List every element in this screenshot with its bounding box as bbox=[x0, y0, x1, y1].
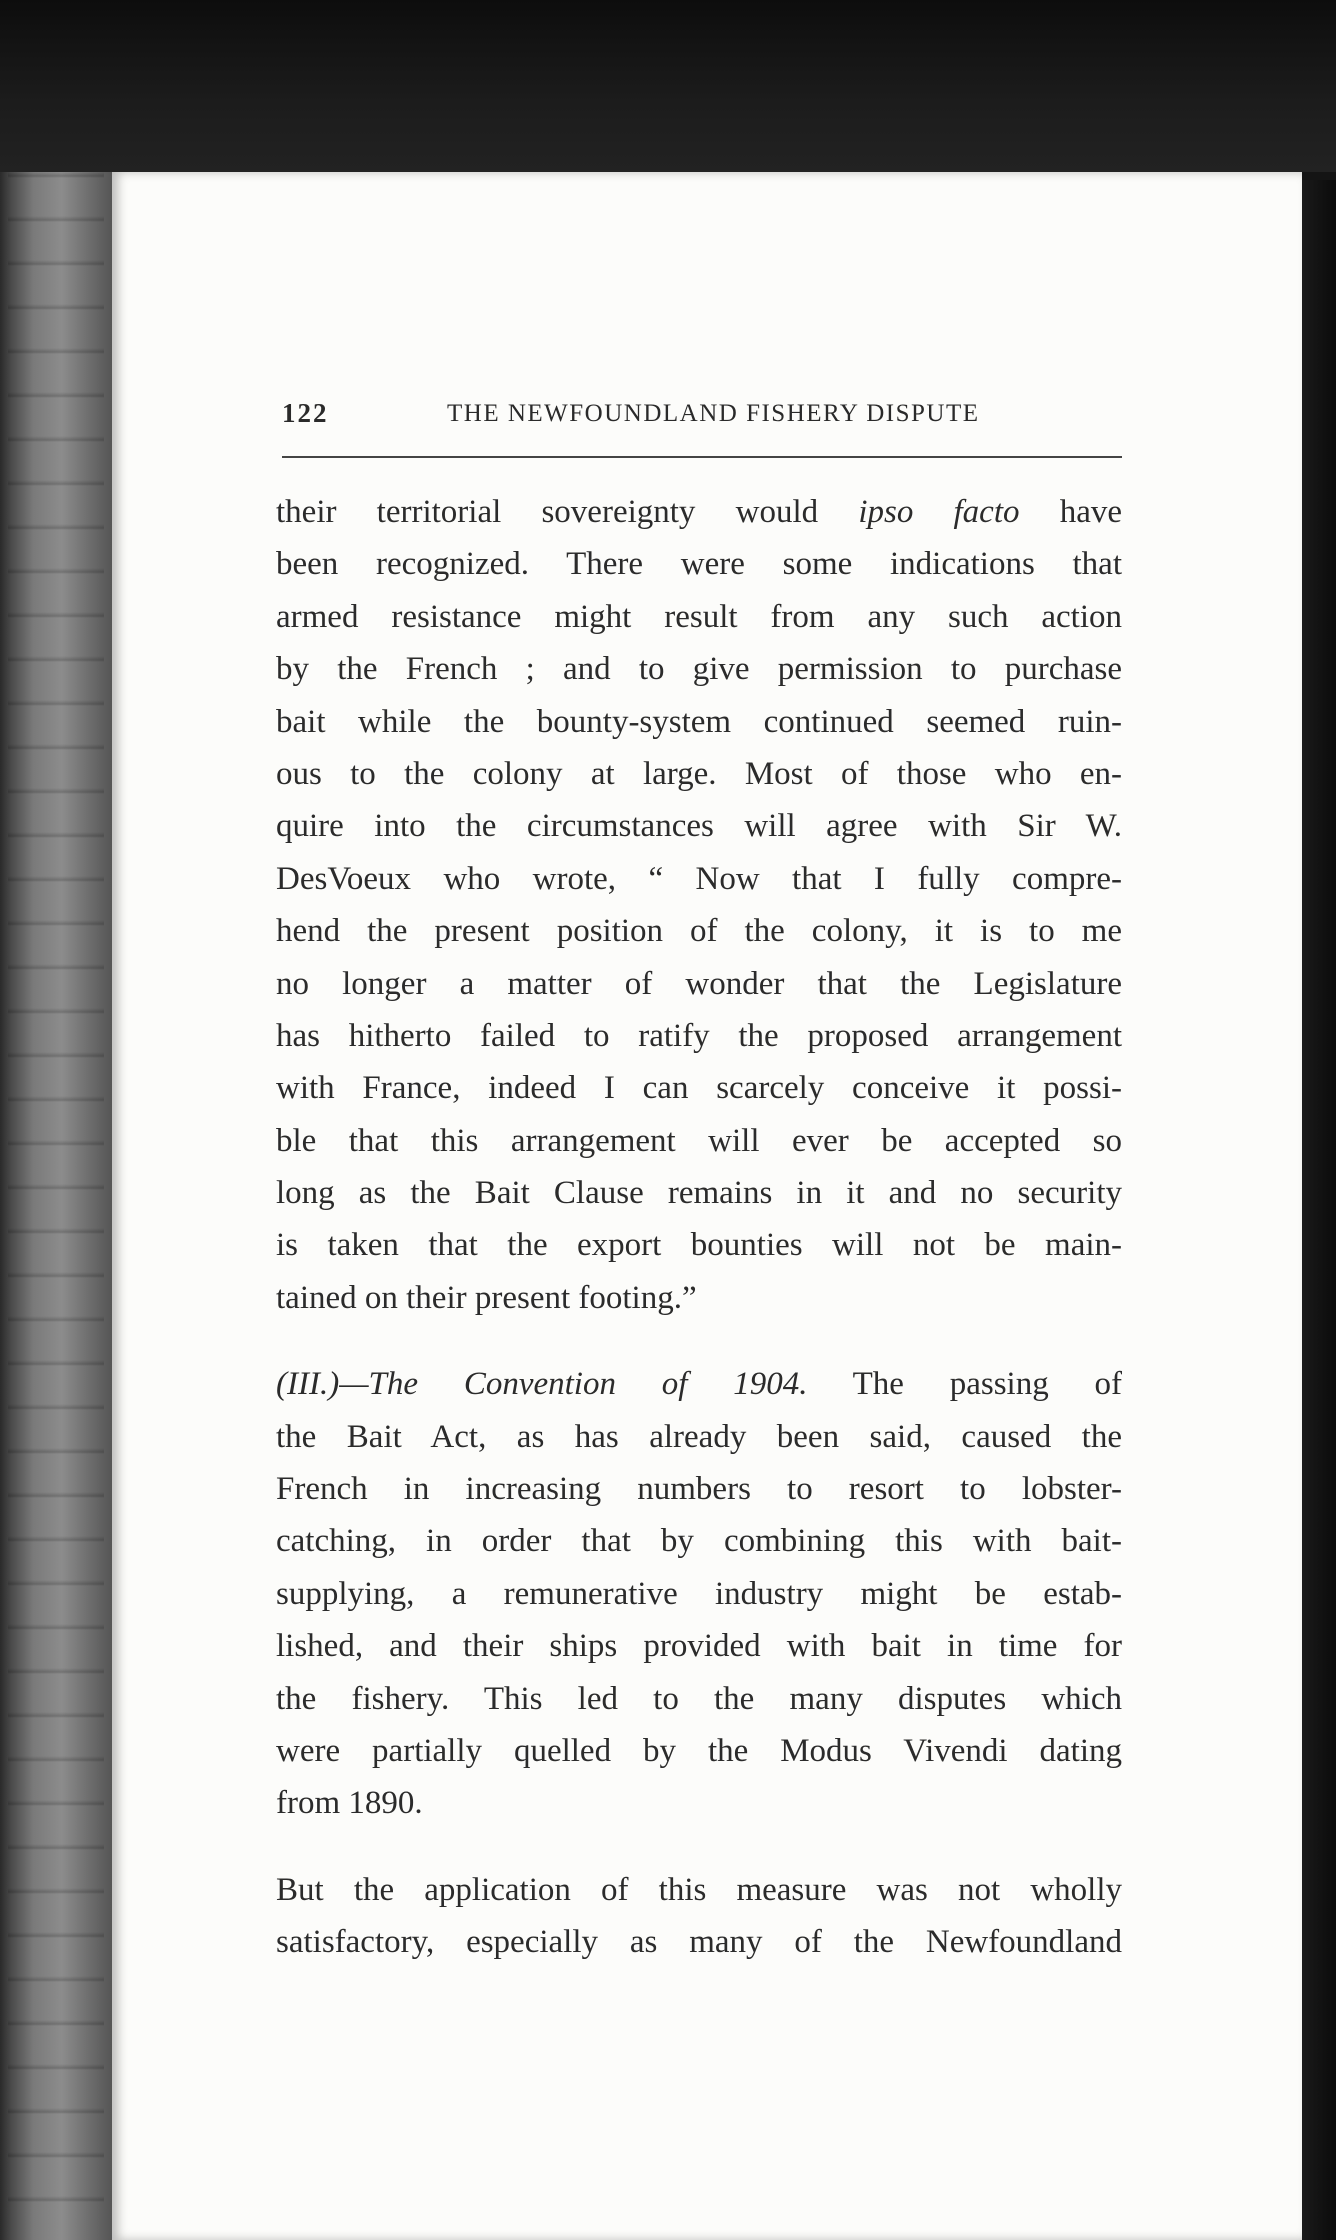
text-line: hend the present position of the colony, it is to me bbox=[276, 913, 1122, 950]
text-line: catching, in order that by combining this with bait- bbox=[276, 1523, 1122, 1560]
text-line: no longer a matter of wonder that the Legislature bbox=[276, 965, 1122, 1002]
text-line: by the French ; and to give permission to purchase bbox=[276, 651, 1122, 688]
text-line: satisfactory, especially as many of the Newfoundland bbox=[276, 1924, 1122, 1961]
text-line: DesVoeux who wrote, “ Now that I fully compre- bbox=[276, 860, 1122, 897]
running-title: THE NEWFOUNDLAND FISHERY DISPUTE bbox=[447, 400, 980, 427]
paragraph-3 bbox=[276, 1864, 1122, 1969]
text-line: the Bait Act, as has already been said, caused the bbox=[276, 1418, 1122, 1455]
text-line: from 1890. bbox=[276, 1785, 423, 1822]
page-header bbox=[282, 398, 1122, 436]
paragraph-2 bbox=[276, 1358, 1122, 1830]
italic-phrase: ipso facto bbox=[858, 494, 1020, 530]
text-line: is taken that the export bounties will not be main- bbox=[276, 1227, 1122, 1264]
book-spine bbox=[0, 172, 112, 2240]
text-line: French in increasing numbers to resort to lobster- bbox=[276, 1471, 1122, 1508]
paragraph-gap bbox=[276, 1830, 1122, 1864]
text-line: tained on their present footing.” bbox=[276, 1279, 697, 1316]
text-line: the fishery. This led to the many disputes which bbox=[276, 1680, 1122, 1717]
text-line: armed resistance might result from any such action bbox=[276, 598, 1122, 635]
paragraph-1 bbox=[276, 486, 1122, 1324]
text-line: bait while the bounty-system continued seemed ruin- bbox=[276, 703, 1122, 740]
text-line: lished, and their ships provided with bait in time for bbox=[276, 1628, 1122, 1665]
text-line: But the application of this measure was not wholly bbox=[276, 1871, 1122, 1908]
text-line: their territorial sovereignty would ipso facto have bbox=[276, 494, 1122, 530]
text-line: ous to the colony at large. Most of those who en- bbox=[276, 755, 1122, 792]
text-line: were partially quelled by the Modus Vivendi dating bbox=[276, 1732, 1122, 1769]
text-line: has hitherto failed to ratify the proposed arrangement bbox=[276, 1017, 1122, 1054]
section-heading: (III.)—The Convention of 1904. bbox=[276, 1366, 808, 1403]
text-line: quire into the circumstances will agree with Sir W. bbox=[276, 808, 1122, 845]
scan-background-right bbox=[1302, 180, 1336, 2240]
scan-background-top bbox=[0, 0, 1336, 172]
header-rule bbox=[282, 456, 1122, 458]
text-line: long as the Bait Clause remains in it and no security bbox=[276, 1175, 1122, 1212]
text-line: supplying, a remunerative industry might be estab- bbox=[276, 1575, 1122, 1612]
page-number: 122 bbox=[282, 398, 329, 428]
text-line: with France, indeed I can scarcely conceive it possi- bbox=[276, 1070, 1122, 1107]
text-line: (III.)—The Convention of 1904. The passing of bbox=[276, 1366, 1122, 1403]
body-text bbox=[276, 486, 1122, 1969]
text-line: ble that this arrangement will ever be accepted so bbox=[276, 1122, 1122, 1159]
text-line: been recognized. There were some indications that bbox=[276, 546, 1122, 583]
paragraph-gap bbox=[276, 1324, 1122, 1358]
